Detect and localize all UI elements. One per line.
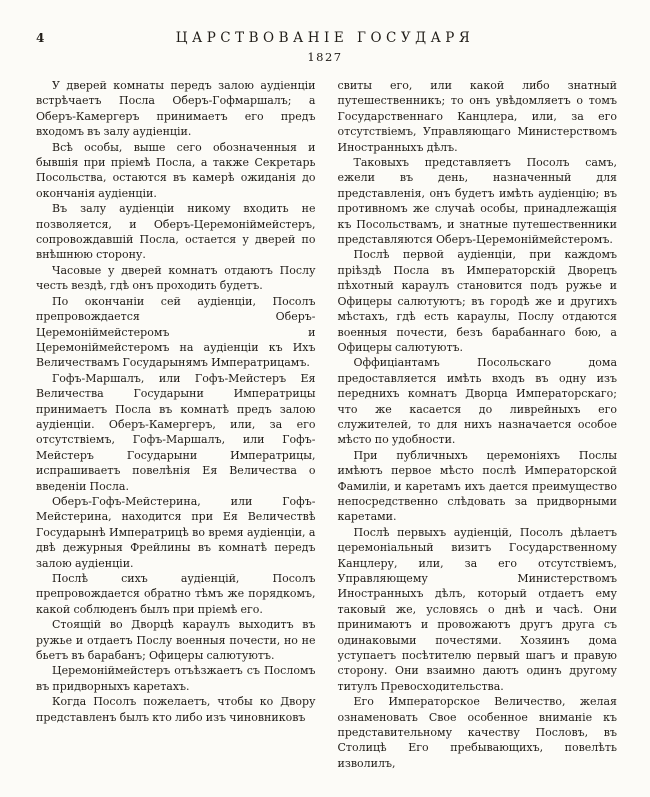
paragraph: Послѣ первой аудіенціи, при каждомъ пріѣздѣ Посла въ Императорскій Дворецъ пѣхотный караулъ становится подъ ружье и Офицеры салютуютъ; въ городѣ же и другихъ мѣстахъ, гдѣ есть караулы, Послу отдаются военныя почести, безъ барабаннаго бою, а Офицеры салютуютъ. xyxy=(337,248,617,354)
paragraph: Всѣ особы, выше сего обозначенныя и бывшія при пріемѣ Посла, а также Секретарь Посольства, остаются въ камерѣ ожиданія до окончанія аудіенціи. xyxy=(36,140,316,200)
text-columns xyxy=(0,64,650,771)
paragraph: Его Императорское Величество, желая ознаменовать Свое особенное вниманіе къ представительному качеству Пословъ, въ Столицѣ Его пребывающихъ, повелѣть изволилъ, xyxy=(337,695,617,770)
paragraph: Оберъ-Гофъ-Мейстерина, или Гофъ-Мейстерина, находится при Ея Величествѣ Государынѣ Императрицѣ во время аудіенціи, а двѣ дежурныя Фрейлины въ комнатѣ передъ залою аудіенціи. xyxy=(36,494,316,570)
column-left xyxy=(36,78,316,771)
page-year: 1827 xyxy=(307,50,343,64)
paragraph: свиты его, или какой либо знатный путешественникъ; то онъ увѣдомляетъ о томъ Государственнаго Канцлера, или, за его отсутствіемъ, Управляющаго Министерствомъ Иностранныхъ дѣлъ. xyxy=(337,79,617,154)
paragraph: Въ залу аудіенціи никому входить не позволяется, и Оберъ-Церемоніймейстеръ, сопровождавшій Посла, остается у дверей по внѣшнюю сторону. xyxy=(36,202,316,262)
paragraph: При публичныхъ церемоніяхъ Послы имѣютъ первое мѣсто послѣ Императорской Фамиліи, и каретамъ ихъ дается преимущество непосредственно слѣдовать за придворными каретами. xyxy=(337,448,617,524)
paragraph: Стоящій во Дворцѣ караулъ выходитъ въ ружье и отдаетъ Послу военныя почести, но не бьетъ въ барабанъ; Офицеры салютуютъ. xyxy=(36,618,316,663)
paragraph: Когда Посолъ пожелаетъ, чтобы ко Двору представленъ былъ кто либо изъ чиновниковъ xyxy=(36,695,316,724)
page-title: ЦАРСТВОВАНІЕ ГОСУДАРЯ xyxy=(175,30,475,46)
paragraph: Часовые у дверей комнатъ отдаютъ Послу честь вездѣ, гдѣ онъ проходить будетъ. xyxy=(36,263,316,293)
paragraph: Послѣ первыхъ аудіенцій, Посолъ дѣлаетъ церемоніальный визитъ Государственному Канцлеру, или, за его отсутствіемъ, Управляющему Министерствомъ Иностранныхъ дѣлъ, который отдаетъ ему таковый же, условясь о днѣ и часѣ. Они принимаютъ и провожаютъ другъ друга съ одинаковыми почестями. Хозяинъ дома уступаетъ посѣтителю первый шагъ и правую сторону. Они взаимно даютъ одинъ другому титулъ Превосходительства. xyxy=(337,525,617,693)
paragraph: У дверей комнаты передъ залою аудіенціи встрѣчаетъ Посла Оберъ-Гофмаршалъ; а Оберъ-Камергеръ принимаетъ его предъ входомъ въ залу аудіенціи. xyxy=(36,79,316,139)
paragraph: Оффиціантамъ Посольскаго дома предоставляется имѣть входъ въ одну изъ переднихъ комнатъ Дворца Императорскаго; что же касается до ливрейныхъ его служителей, то для нихъ назначается особое мѣсто по удобности. xyxy=(337,356,617,447)
paragraph: Церемоніймейстеръ отъѣзжаетъ съ Посломъ въ придворныхъ каретахъ. xyxy=(36,664,316,693)
column-right xyxy=(338,78,618,771)
paragraph: Таковыхъ представляетъ Посолъ самъ, ежели въ день, назначенный для представленія, онъ будетъ имѣть аудіенцію; въ противномъ же случаѣ особы, принадлежащія къ Посольствамъ, и знатные путешественники представляются Оберъ-Церемоніймейстеромъ. xyxy=(337,156,617,247)
paragraph: Гофъ-Маршалъ, или Гофъ-Мейстеръ Ея Величества Государыни Императрицы принимаетъ Посла въ комнатѣ предъ залою аудіенціи. Оберъ-Камергеръ, или, за его отсутствіемъ, Гофъ-Маршалъ, или Гофъ-Мейстеръ Государыни Императрицы, испрашиваетъ повелѣнія Ея Величества о введеніи Посла. xyxy=(36,371,316,493)
page-header xyxy=(0,0,650,64)
paragraph: Послѣ сихъ аудіенцій, Посолъ препровождается обратно тѣмъ же порядкомъ, какой соблюденъ былъ при пріемѣ его. xyxy=(36,572,316,616)
page-number: 4 xyxy=(36,31,45,45)
paragraph: По окончаніи сей аудіенціи, Посолъ препровождается Оберъ-Церемоніймейстеромъ и Церемоніймейстеромъ на аудіенціи къ Ихъ Величествамъ Государынямъ Императрицамъ. xyxy=(36,294,316,370)
